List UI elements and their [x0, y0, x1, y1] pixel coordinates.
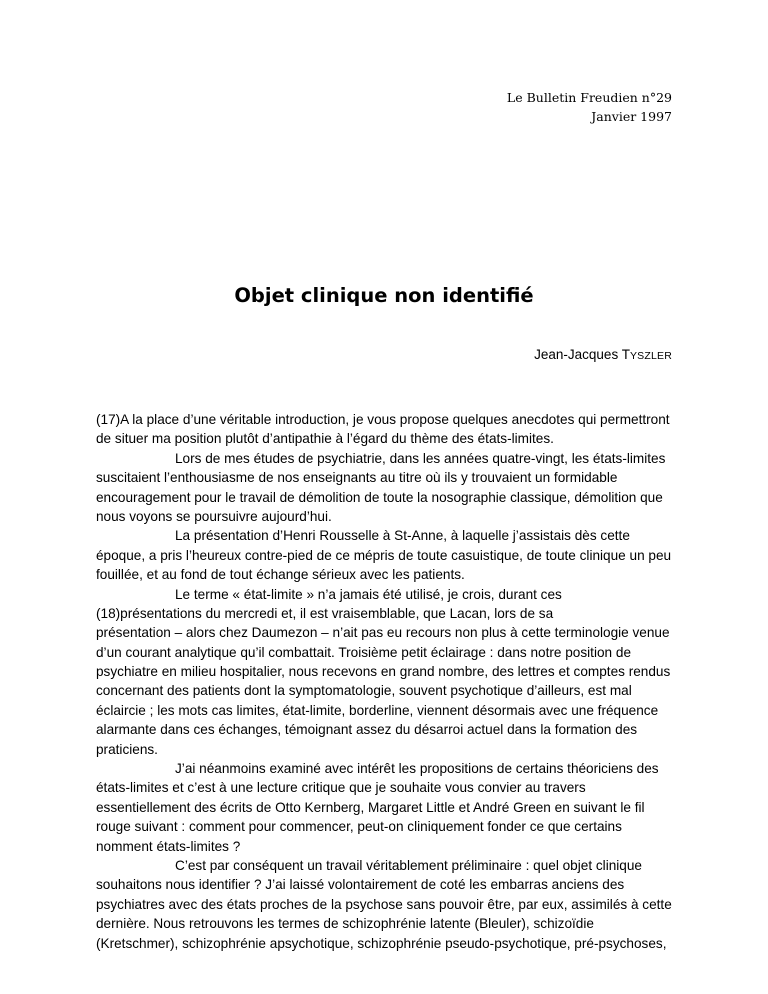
article-body — [96, 410, 681, 953]
text-line: nomment états-limites ? — [96, 838, 241, 854]
text-line: éclaircie ; les mots cas limites, état-limite, borderline, viennent désormais avec une fréquence — [96, 702, 659, 718]
text-line: encouragement pour le travail de démolition de toute la nosographie classique, démolition que — [96, 489, 663, 505]
text-line: J’ai néanmoins examiné avec intérêt les propositions de certains théoriciens des — [175, 761, 659, 777]
text-line: rouge suivant : comment pour commencer, peut-on cliniquement fonder ce que certains — [96, 819, 622, 835]
bulletin-title: Le Bulletin Freudien n°29 — [506, 90, 672, 105]
author-name — [534, 347, 672, 362]
text-line: fouillée, et au fond de tout échange sérieux avec les patients. — [96, 567, 465, 583]
text-line: états-limites et c’est à une lecture critique que je souhaite vous convier au travers — [96, 780, 586, 796]
text-line: époque, a pris l’heureux contre-pied de ce mépris de toute casuistique, de toute clinique un peu — [96, 547, 672, 563]
bulletin-date: Janvier 1997 — [591, 109, 672, 124]
text-line: essentiellement des écrits de Otto Kernberg, Margaret Little et André Green en suivant le fil — [96, 799, 645, 815]
text-line: d’un courant analytique qu’il combattait. Troisième petit éclairage : dans notre position de — [96, 644, 632, 660]
author-first: Jean-Jacques T — [534, 347, 630, 362]
text-line: La présentation d’Henri Rousselle à St-Anne, à laquelle j’assistais dès cette — [175, 528, 630, 544]
text-line: praticiens. — [96, 741, 158, 757]
text-line: alarmante dans ces échanges, témoignant assez du désarroi actuel dans la formation des — [96, 722, 638, 738]
text-line: C’est par conséquent un travail véritablement préliminaire : quel objet clinique — [175, 857, 642, 873]
bulletin-header — [507, 88, 672, 126]
text-line: (Kretschmer), schizophrénie apsychotique, schizophrénie pseudo-psychotique, pré-psychoses, — [96, 935, 667, 951]
text-line: souhaitons nous identifier ? J’ai laissé volontairement de coté les embarras anciens des — [96, 877, 625, 893]
text-line: (17)A la place d’une véritable introduction, je vous propose quelques anecdotes qui permettront — [96, 412, 670, 427]
text-line: Lors de mes études de psychiatrie, dans les années quatre-vingt, les états-limites — [175, 450, 666, 466]
article-title: Objet clinique non identifié — [234, 284, 534, 307]
text-line: nous voyons se poursuivre aujourd’hui. — [96, 508, 332, 524]
text-line: psychiatres avec des états proches de la psychose sans pouvoir être, par eux, assimilés à cette — [96, 896, 672, 912]
text-line: (18)présentations du mercredi et, il est vraisemblable, que Lacan, lors de sa — [96, 605, 554, 621]
author-last: YSZLER — [629, 350, 672, 362]
text-line: suscitaient l’enthousiasme de nos enseignants au titre où ils y trouvaient un formidable — [96, 470, 618, 486]
text-line: dernière. Nous retrouvons les termes de schizophrénie latente (Bleuler), schizoïdie — [96, 916, 594, 932]
text-line: Le terme « état-limite » n’a jamais été utilisé, je crois, durant ces — [175, 586, 562, 602]
text-line: présentation – alors chez Daumezon – n’ait pas eu recours non plus à cette terminologie venue — [96, 625, 670, 641]
text-line: concernant des patients dont la symptomatologie, souvent psychotique d’ailleurs, est mal — [96, 683, 632, 699]
text-line: de situer ma position plutôt d’antipathie à l’égard du thème des états-limites. — [96, 431, 554, 447]
text-line: psychiatre en milieu hospitalier, nous recevons en grand nombre, des lettres et comptes rendus — [96, 664, 671, 680]
